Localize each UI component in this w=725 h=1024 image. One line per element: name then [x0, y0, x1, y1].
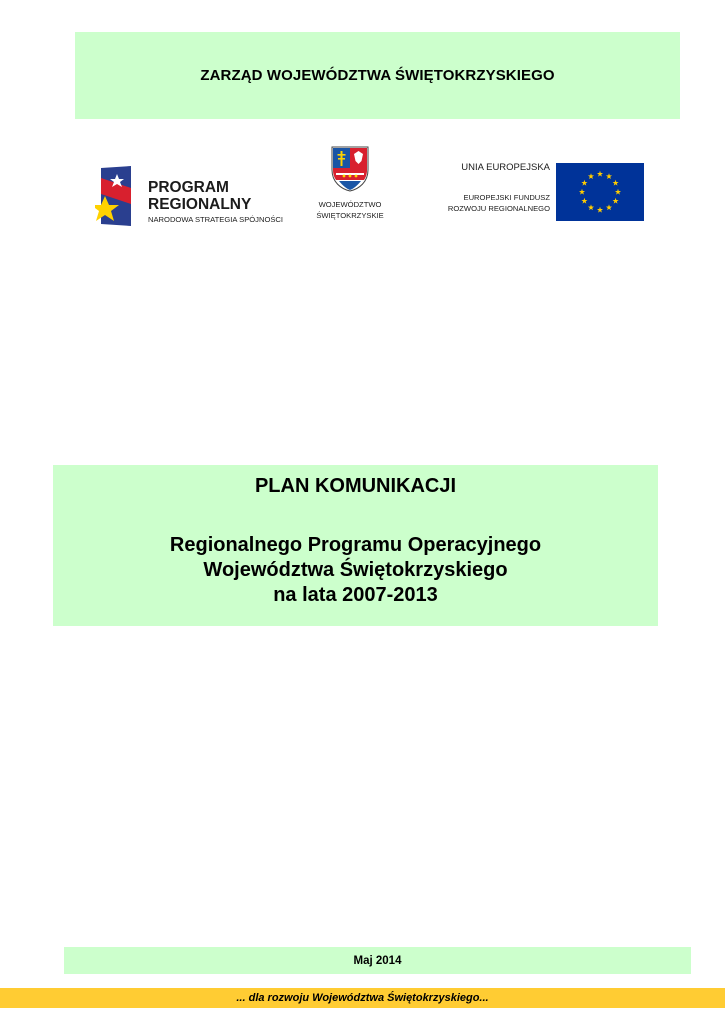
subtitle-line2: Województwa Świętokrzyskiego	[203, 559, 508, 581]
eu-fund-line1: EUROPEJSKI FUNDUSZ	[463, 193, 550, 202]
eu-text-block	[425, 162, 550, 214]
wojewodztwo-line1: WOJEWÓDZTWO	[318, 200, 382, 209]
document-date: Maj 2014	[353, 954, 402, 967]
wojewodztwo-line2: ŚWIĘTOKRZYSKIE	[316, 211, 384, 220]
eu-title: UNIA EUROPEJSKA	[461, 162, 550, 173]
header-banner	[75, 32, 680, 119]
header-title: ZARZĄD WOJEWÓDZTWA ŚWIĘTOKRZYSKIEGO	[200, 67, 555, 84]
footer-slogan: ... dla rozwoju Województwa Świętokrzyskiego...	[236, 992, 489, 1004]
eu-flag-icon	[556, 163, 644, 221]
subtitle-line3: na lata 2007-2013	[273, 584, 438, 606]
logos-row	[0, 140, 725, 240]
document-title: PLAN KOMUNIKACJI	[254, 475, 457, 497]
program-regionalny-line2: REGIONALNY	[148, 196, 252, 213]
program-regionalny-logo	[95, 164, 295, 229]
footer-bar	[0, 988, 725, 1008]
program-regionalny-emblem-icon	[95, 164, 145, 228]
eu-fund-line2: ROZWOJU REGIONALNEGO	[447, 204, 550, 213]
wojewodztwo-logo	[305, 146, 395, 236]
program-regionalny-line3: NARODOWA STRATEGIA SPÓJNOŚCI	[148, 215, 284, 224]
subtitle-line1: Regionalnego Programu Operacyjnego	[169, 534, 542, 556]
coat-of-arms-icon	[331, 146, 369, 192]
title-block	[53, 465, 658, 626]
date-banner	[64, 947, 691, 974]
program-regionalny-line1: PROGRAM	[148, 179, 229, 196]
